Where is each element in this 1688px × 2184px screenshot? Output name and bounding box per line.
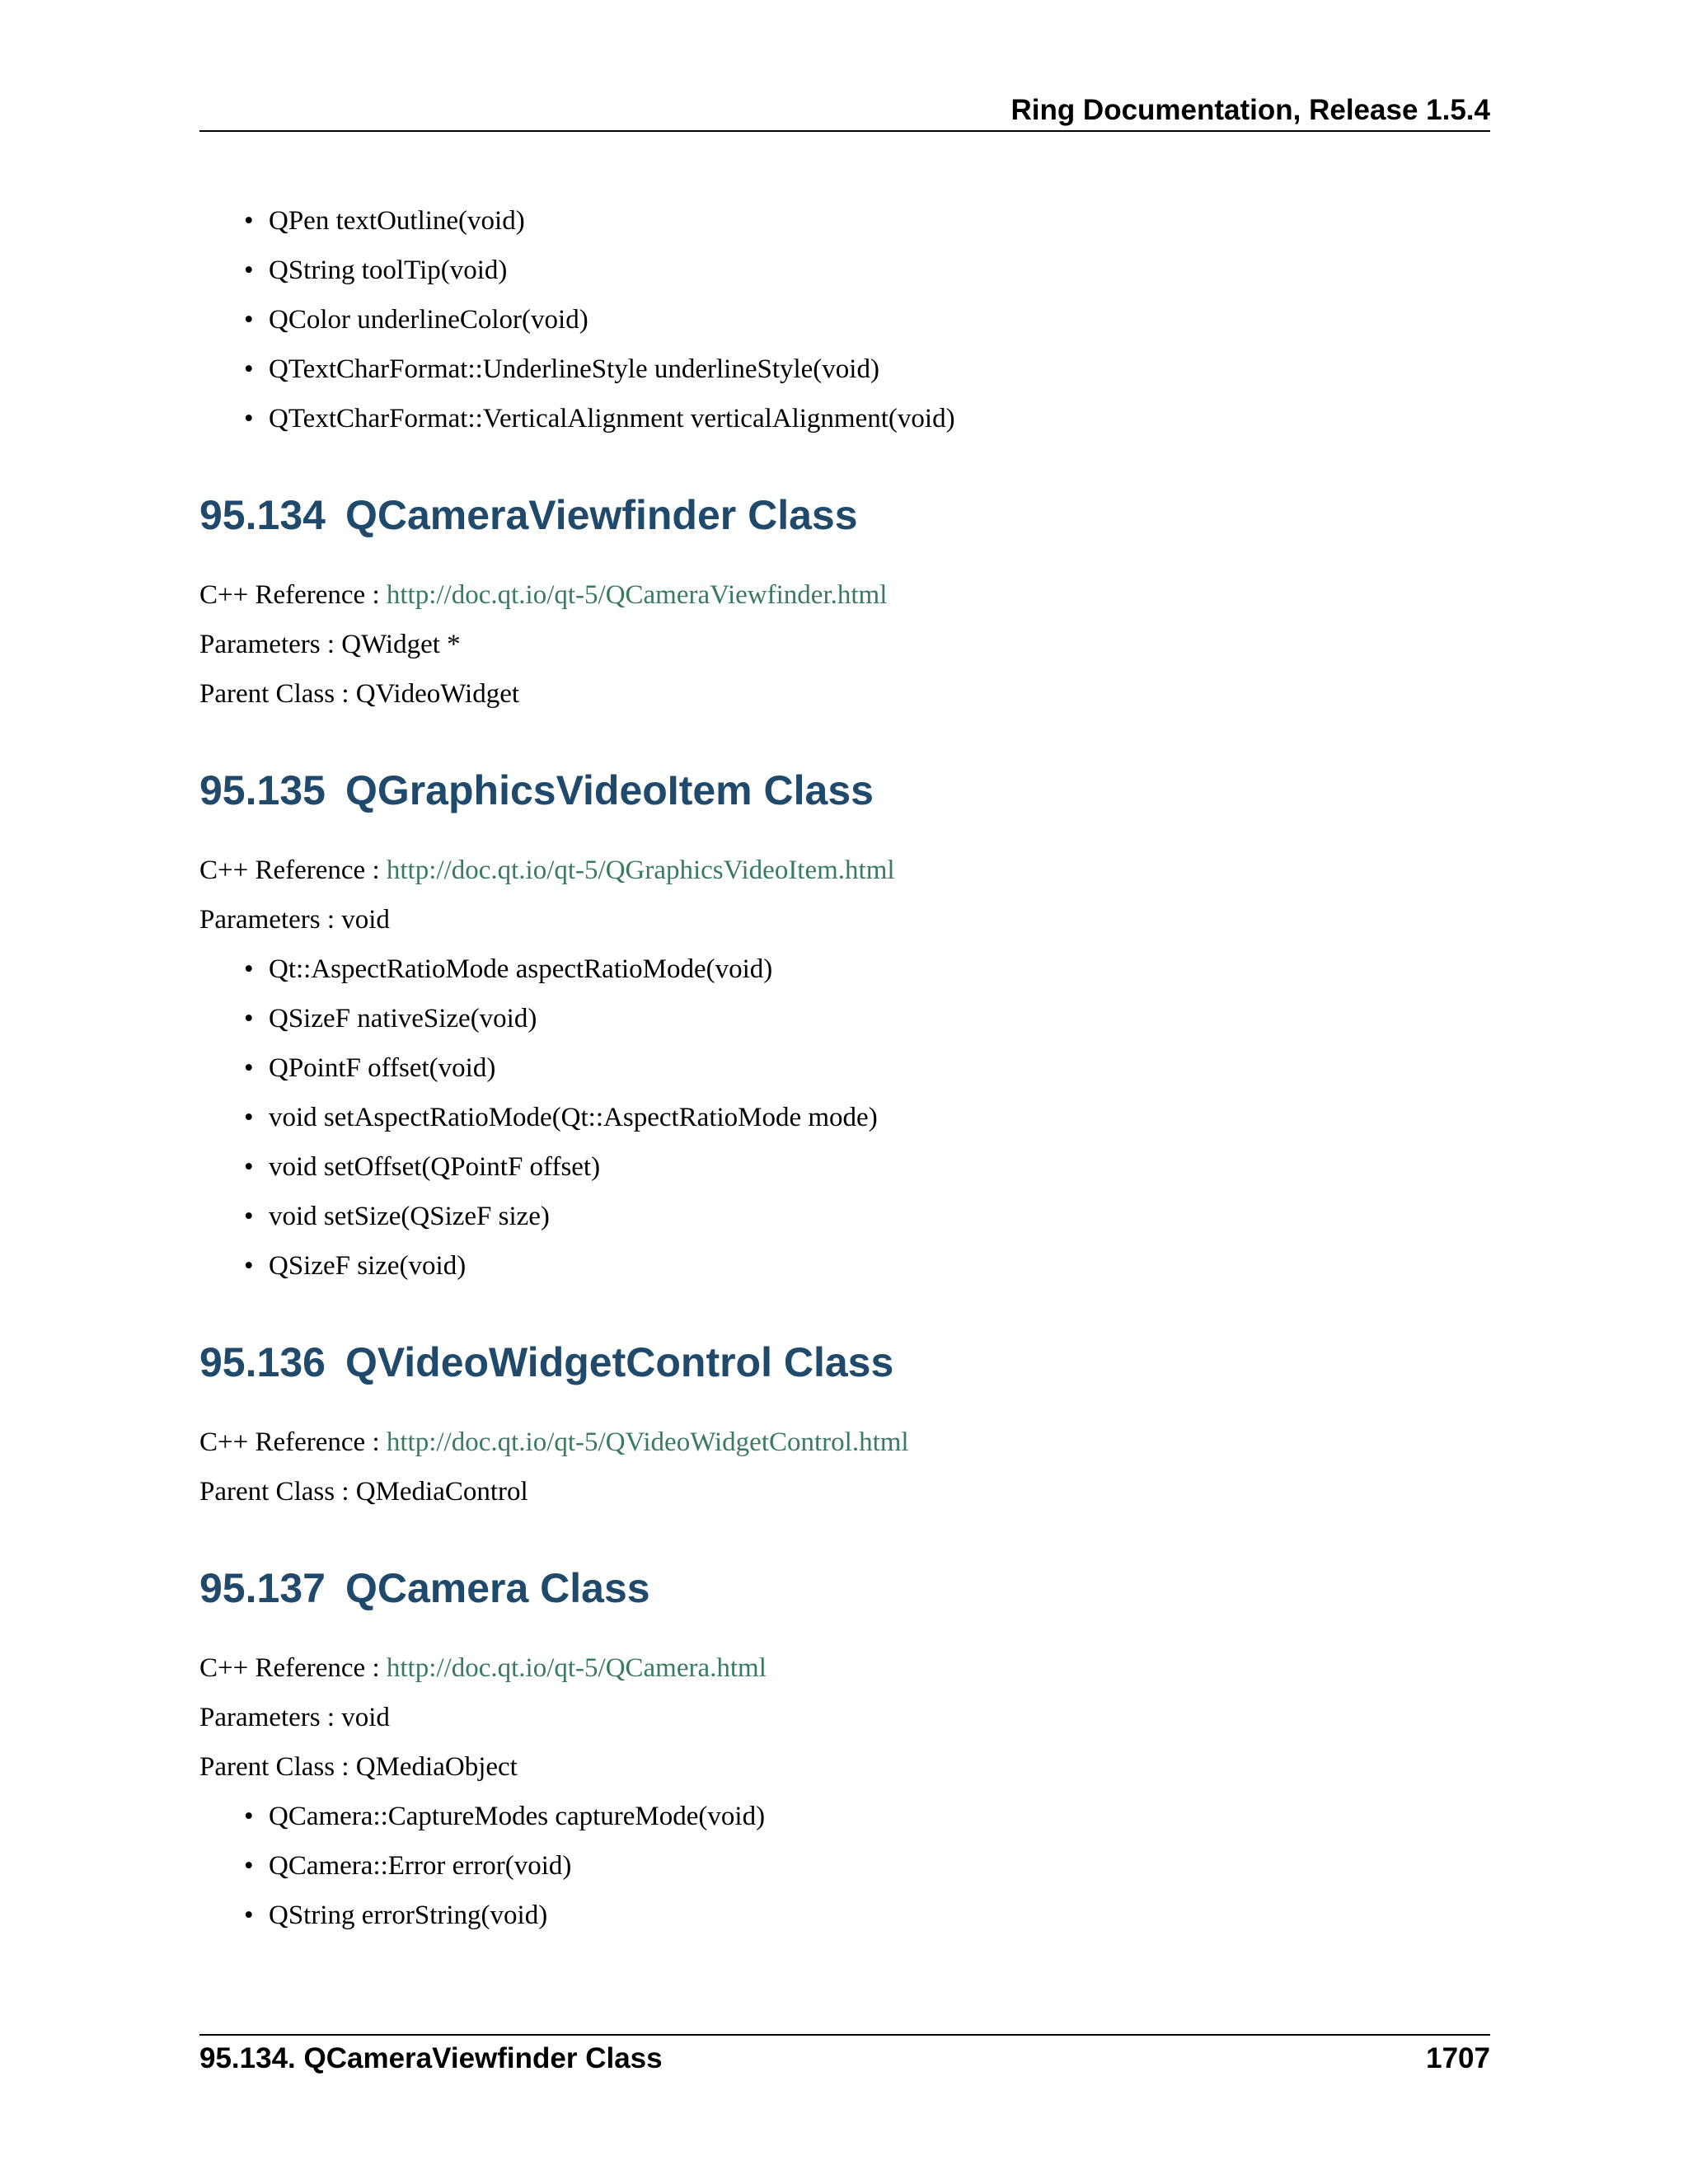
section-number: 95.136 (199, 1339, 326, 1385)
cpp-reference (199, 1643, 1490, 1693)
reference-link[interactable]: http://doc.qt.io/qt-5/QGraphicsVideoItem.html (386, 855, 895, 885)
list-item: • QCamera::CaptureModes captureMode(void) (244, 1792, 1490, 1841)
list-item: • void setOffset(QPointF offset) (244, 1142, 1490, 1192)
list-item: • QString errorString(void) (244, 1891, 1490, 1940)
list-item: • QSizeF nativeSize(void) (244, 994, 1490, 1043)
list-item: • QString toolTip(void) (244, 246, 1490, 295)
cpp-reference (199, 846, 1490, 895)
reference-label: C++ Reference : (199, 1427, 380, 1457)
running-header: Ring Documentation, Release 1.5.4 (1010, 94, 1490, 126)
document-page (199, 0, 1490, 2184)
list-item: • QPointF offset(void) (244, 1043, 1490, 1093)
section-title: QCamera Class (345, 1565, 650, 1611)
list-item: • QPen textOutline(void) (244, 196, 1490, 246)
section-heading-qcamera (199, 1559, 1490, 1617)
section-number: 95.134 (199, 492, 326, 538)
section-title: QCameraViewfinder Class (345, 492, 858, 538)
list-item: • QSizeF size(void) (244, 1241, 1490, 1291)
section-heading-qcameraviewfinder (199, 486, 1490, 544)
reference-label: C++ Reference : (199, 1653, 380, 1683)
parameters-line: Parameters : void (199, 905, 390, 935)
list-item: • void setSize(QSizeF size) (244, 1192, 1490, 1241)
parameters-line: Parameters : QWidget * (199, 630, 461, 659)
method-list (199, 944, 1490, 1291)
running-footer (199, 2041, 1490, 2077)
parameters-line: Parameters : void (199, 1703, 390, 1732)
parent-class-line: Parent Class : QVideoWidget (199, 679, 520, 709)
parent-class-line: Parent Class : QMediaControl (199, 1477, 528, 1507)
section-heading-qgraphicsvideoitem (199, 762, 1490, 819)
list-item: • QTextCharFormat::UnderlineStyle underlineStyle(void) (244, 344, 1490, 394)
cpp-reference (199, 1418, 1490, 1467)
reference-link[interactable]: http://doc.qt.io/qt-5/QCamera.html (386, 1653, 767, 1683)
method-list-continued (199, 196, 1490, 443)
section-number: 95.135 (199, 767, 326, 813)
footer-rule (199, 2034, 1490, 2036)
section-title: QGraphicsVideoItem Class (345, 767, 874, 813)
page-number: 1707 (1426, 2042, 1490, 2074)
list-item: • Qt::AspectRatioMode aspectRatioMode(void) (244, 944, 1490, 994)
section-number: 95.137 (199, 1565, 326, 1611)
list-item: • QTextCharFormat::VerticalAlignment verticalAlignment(void) (244, 394, 1490, 443)
footer-section-title: 95.134. QCameraViewfinder Class (199, 2042, 663, 2074)
parent-class-line: Parent Class : QMediaObject (199, 1752, 518, 1782)
reference-link[interactable]: http://doc.qt.io/qt-5/QVideoWidgetControl.html (386, 1427, 909, 1457)
reference-label: C++ Reference : (199, 855, 380, 885)
cpp-reference (199, 570, 1490, 620)
list-item: • QColor underlineColor(void) (244, 295, 1490, 344)
reference-label: C++ Reference : (199, 580, 380, 610)
list-item: • void setAspectRatioMode(Qt::AspectRatioMode mode) (244, 1093, 1490, 1142)
list-item: • QCamera::Error error(void) (244, 1841, 1490, 1891)
method-list (199, 1792, 1490, 1940)
reference-link[interactable]: http://doc.qt.io/qt-5/QCameraViewfinder.html (386, 580, 888, 610)
page-content (199, 196, 1490, 1940)
section-heading-qvideowidgetcontrol (199, 1333, 1490, 1391)
header-rule (199, 130, 1490, 132)
section-title: QVideoWidgetControl Class (345, 1339, 894, 1385)
